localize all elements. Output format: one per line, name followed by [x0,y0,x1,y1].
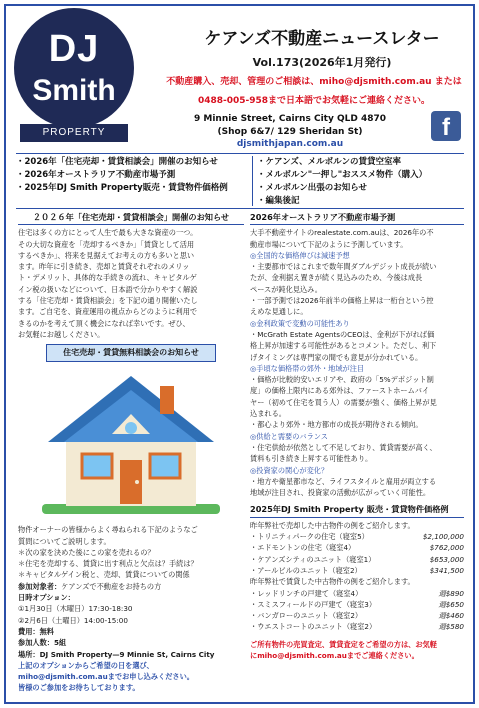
text-line: きるのかを考えて頂く機会になれば幸いです。ぜひ、 [18,318,190,328]
text-line: ・住宅供給が依然として不足しており、賃貸需要が高く、 [250,442,437,452]
toc-right [252,156,464,206]
property-rent: 週$650 [438,599,464,609]
contact-line-1: 不動産購入、売却、管理のご相談は、miho@djsmith.com.au または [166,77,462,87]
venue-value: DJ Smith Property—9 Minnie St, Cairns City [39,649,215,659]
closing-line-2[interactable]: miho@djsmith.com.auまでお申し込みください。 [18,672,194,682]
property-name: ・ウエストコートのユニット（寝室2） [250,622,377,632]
facebook-icon[interactable]: f [431,111,461,141]
text-line: その大切な資産を「売却するべきか」「賃貸として活用 [18,239,195,249]
logo-smith: Smith [32,74,116,107]
property-rent: 週$580 [438,622,464,632]
schedule-option-2: ②2月6日（土曜日）14:00-15:00 [18,615,128,625]
rent-row [250,599,464,610]
address-line-2: (Shop 6&7/ 129 Sheridan St) [217,127,363,137]
text-line: 動産市場について下記のように予測しています。 [250,239,408,249]
rent-row [250,621,464,632]
property-rent: 週$890 [438,588,464,598]
seminar-intro [18,227,244,340]
contact-info [156,73,472,111]
audience-row [18,581,244,592]
forecast-heading: ◎全国的な価格伸びは減速予想 [250,250,350,260]
closing-line-1: 上記のオプションからご希望の日を選び、 [18,660,154,670]
text-line: ヤー（初めて住宅を買う人）の需要が強く、価格上昇が見 [250,397,437,407]
toc-item: ・2026年オーストラリア不動産市場予測 [16,170,176,180]
newsletter-title: ケアンズ不動産ニュースレター [204,29,440,49]
forecast-heading: ◎金利政策で変動の可能性あり [250,318,350,328]
rent-row [250,588,464,599]
forecast-heading: ◎投資家の関心が変化？ [250,465,329,475]
right-column [250,212,464,661]
website-link[interactable]: djsmithjapan.com.au [236,139,344,149]
house-illustration [42,368,220,518]
faq-intro [18,524,244,580]
text-line: する「住宅売却・賃貸相談会」を下記の通り開催いたし [18,296,198,306]
fee-label: 費用： [18,626,40,636]
logo-dj: DJ [48,28,100,70]
toc-item: ・メルボルン出張のお知らせ [257,183,368,193]
appraisal-note-2[interactable]: にmiho@djsmith.com.auまでご連絡ください。 [250,650,419,660]
sale-row [250,554,464,565]
venue-label: 場所： [18,649,40,659]
capacity-value: 5組 [53,638,67,648]
text-line: 賃料も引き続き上昇する可能性あり。 [250,454,373,464]
text-line: ・地方や衛星都市など、ライフスタイルと雇用が両立する [250,476,437,486]
office-address [180,113,400,139]
text-line: お気軽にお越しください。 [18,329,105,339]
text-line: するべきか」、将来を見据えてお考えの方も多いと思い [18,250,195,260]
toc-item: ・2026年「住宅売却・賃貸相談会」開催のお知らせ [16,157,218,167]
toc-item: ・メルボルン"一押し"おススメ物件（購入） [257,170,428,180]
sale-row [250,542,464,553]
fee-row [18,626,244,637]
rent-row [250,610,464,621]
audience-value: ケアンズで不動産をお持ちの方 [61,581,162,591]
closing-line-3: 皆様のご参加をお待ちしております。 [18,683,140,693]
text-line: 格上昇が加速する可能性があるとコメント。ただし、利下 [250,341,437,351]
text-line: ・一部予測では2026年前半の価格上昇は一桁台という控 [250,296,434,306]
appraisal-note-1: ご所有物件の売買査定、賃貸査定をご希望の方は、お気軽 [250,639,437,649]
schedule-label: 日時オプション： [18,593,75,603]
text-line: 大手不動産サイトのrealestate.com.auは、2026年の不 [250,228,434,238]
text-line: ト・デメリット、具体的な手続きの流れ、キャピタルゲ [18,273,197,283]
audience-label: 参加対象者： [18,581,62,591]
venue-row [18,649,244,660]
sales-intro: 昨年弊社で売却した中古物件の例をご紹介します。 [250,520,415,530]
text-line: ・都心より郊外・地方都市の成長が期待される傾向。 [250,420,423,430]
property-name: ・バンガローのユニット（寝室2） [250,611,363,621]
property-name: ・ケアンズシティのユニット（寝室1） [250,554,376,564]
capacity-row [18,637,244,648]
text-line: ます。昨年に引き続き、売却と賃貸それぞれのメリッ [18,262,190,272]
property-name: ・スミスフィールドの戸建て（寝室3） [250,599,377,609]
seminar-title: ２０２６年「住宅売却・賃貸相談会」開催のお知らせ [18,212,244,225]
text-line: ・価格が比較的安いエリアや、政府の「5%デポジット制 [250,375,434,385]
property-price: $341,500 [429,565,464,575]
text-line: 質問についてご説明します。 [18,536,111,546]
forecast-heading: ◎供給と需要のバランス [250,431,328,441]
toc-item: ・ケアンズ、メルボルンの賃貸空室率 [257,157,401,167]
property-name: ・トリニティパークの住宅（寝室5） [250,532,369,542]
seminar-callout: 住宅売却・賃貸無料相談会のお知らせ [46,344,216,362]
text-line: たが、金利据え置きが続く見込みのため、今後は成長 [250,273,423,283]
text-line: ・主要都市ではこれまで数年間ダブルデジット成長が続い [250,262,437,272]
text-line: イン税の扱いなどについて、日本語で分かりやすく解説 [18,284,198,294]
text-line: 地域が注目され、投資家の活動が広がっていく可能性。 [250,488,431,498]
property-price: $2,100,000 [422,532,464,542]
sale-row [250,531,464,542]
rent-intro: 昨年弊社で賃貸した中古物件の例をご紹介します。 [250,577,415,587]
property-name: ・アールビルのユニット（寝室2） [250,565,362,575]
faq-item: ＊住宅を売却する、賃貸に出す利点と欠点は？手続は？ [18,559,198,569]
text-line: 込まれる。 [250,409,286,419]
left-column [18,212,244,694]
property-rent: 週$460 [438,611,464,621]
forecast-heading: ◎手頃な価格帯の郊外・地域が注目 [250,363,365,373]
property-name: ・レッドリンチの戸建て（寝室4） [250,588,363,598]
dj-smith-logo [8,6,140,146]
property-price: $653,000 [429,554,464,564]
faq-item: ＊キャピタルゲイン税と、売却、賃貸についての関係 [18,570,190,580]
schedule-option-1: ①1月30日（木曜日）17:30-18:30 [18,604,133,614]
text-line: ・McGrath Estate AgentsのCEOは、金利が下がれば価 [250,329,435,339]
text-line: えめな見通しに。 [250,307,308,317]
logo-banner: PROPERTY [20,124,128,142]
prices-title: 2025年DJ Smith Property 販売・賃貸物件価格例 [250,504,464,517]
table-of-contents [16,153,464,209]
toc-item: ・2025年DJ Smith Property販売・賃貸物件価格例 [16,183,228,193]
text-line: 度」の価格上限内にある郊外は、ファーストホームバイ [250,386,430,396]
fee-value: 無料 [39,626,54,636]
volume-label: Vol.173(2026年1月発行) [252,56,392,69]
text-line: 物件オーナーの皆様からよく尋ねられる下記のようなご [18,525,198,535]
text-line: 住宅は多くの方にとって人生で最も大きな資産の一つ。 [18,228,198,238]
toc-item: ・編集後記 [257,196,300,206]
market-forecast-title: 2026年オーストラリア不動産市場予測 [250,212,464,225]
property-name: ・エドモントンの住宅（寝室4） [250,543,356,553]
toc-left [16,156,248,195]
text-line: ます。ご自宅を、資産運用の視点からどのように利用で [18,307,198,317]
sale-row [250,565,464,576]
text-line: げタイミングは専門家の間でも意見が分かれている。 [250,352,423,362]
address-line-1: 9 Minnie Street, Cairns City QLD 4870 [194,114,386,124]
contact-line-2: 0488-005-958まで日本語でお気軽にご連絡ください。 [197,96,431,106]
property-price: $762,000 [429,543,464,553]
faq-item: ＊次の家を決めた後にこの家を売れるの？ [18,547,155,557]
capacity-label: 参加人数： [18,638,54,648]
text-line: ペースが鈍化見込み。 [250,284,322,294]
